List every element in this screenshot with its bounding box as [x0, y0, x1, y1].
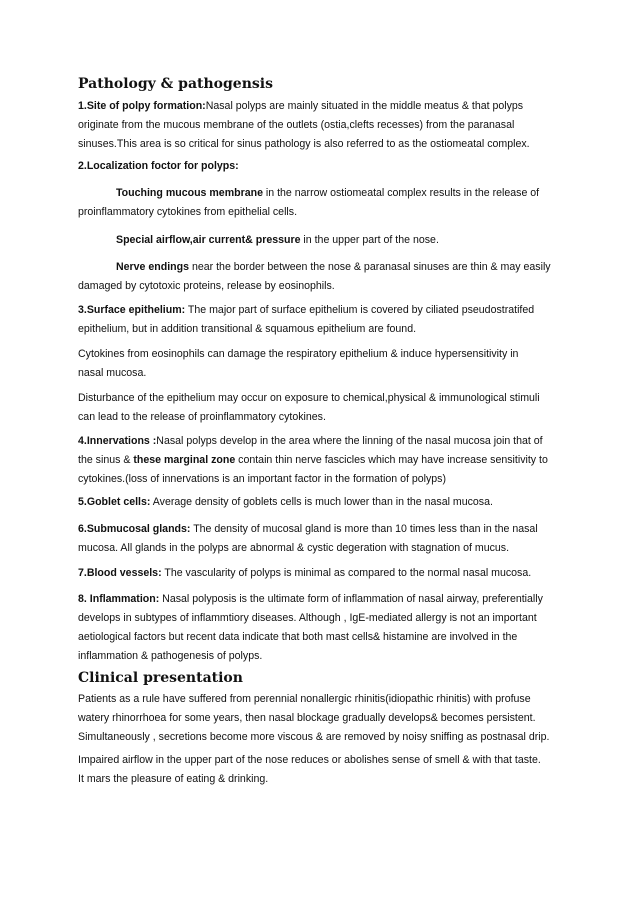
text-line — [78, 301, 564, 320]
text-run: mucosa. All glands in the polyps are abnormal & cystic degeration with stagnation of mucus. — [78, 542, 510, 554]
text-run: in the narrow ostiomeatal complex results in the release of — [262, 187, 540, 199]
text-line — [78, 203, 564, 222]
text-line — [78, 277, 564, 296]
bold-run: these marginal zone — [133, 454, 236, 466]
text-run: contain thin nerve fascicles which may have increase sensitivity to — [235, 454, 548, 466]
text-run: sinuses.This area is so critical for sinus pathology is also referred to as the ostiomeatal complex. — [78, 138, 530, 150]
para-patients-history — [78, 690, 564, 747]
text-line — [78, 628, 564, 647]
bold-run: Nerve endings — [116, 261, 190, 273]
text-run: Average density of goblets cells is much lower than in the nasal mucosa. — [150, 496, 493, 508]
text-line — [78, 647, 564, 666]
text-line — [78, 432, 564, 451]
bold-run: Special airflow,air current& pressure — [116, 234, 301, 246]
text-run: in the upper part of the nose. — [300, 234, 439, 246]
text-run: Impaired airflow in the upper part of the nose reduces or abolishes sense of smell & with that taste. — [78, 754, 541, 766]
section-heading-clinical-presentation: Clinical presentation — [78, 670, 243, 686]
text-line — [78, 520, 564, 539]
bold-run: 8. Inflammation: — [78, 593, 160, 605]
text-line — [78, 408, 564, 427]
text-run: The density of mucosal gland is more than 10 times less than in the nasal — [190, 523, 538, 535]
para-surface-epithelium — [78, 301, 564, 339]
bold-run: 6.Submucosal glands: — [78, 523, 191, 535]
text-run: originate from the mucous membrane of the outlets (ostia,clefts recesses) from the paranasal — [78, 119, 515, 131]
text-line — [78, 770, 564, 789]
text-run: Simultaneously , secretions become more viscous & are removed by noisy sniffing as postnasal drip. — [78, 731, 550, 743]
text-run: watery rhinorrhoea for some years, then nasal blockage gradually develops& becomes persistent. — [78, 712, 536, 724]
text-run: The major part of surface epithelium is covered by ciliated pseudostratifed — [185, 304, 535, 316]
para-inflammation — [78, 590, 564, 666]
text-line — [78, 470, 564, 489]
text-line — [78, 157, 564, 176]
para-site-of-polyp-formation — [78, 97, 564, 154]
para-localization-factor — [78, 157, 564, 176]
text-run: can lead to the release of proinflammatory cytokines. — [78, 411, 326, 423]
para-touching-mucous-membrane — [78, 184, 564, 222]
text-line — [78, 539, 564, 558]
para-impaired-airflow — [78, 751, 564, 789]
text-run: epithelium, but in addition transitional & squamous epithelium are found. — [78, 323, 417, 335]
text-line — [78, 364, 564, 383]
text-line — [78, 590, 564, 609]
text-run: the sinus & — [78, 454, 134, 466]
text-run: develops in subtypes of inflammtiory diseases. Although , IgE-mediated allergy is not an important — [78, 612, 537, 624]
text-run: cytokines.(loss of innervations is an important factor in the formation of polyps) — [78, 473, 447, 485]
text-line — [78, 97, 564, 116]
text-line — [78, 564, 564, 583]
text-line — [78, 389, 564, 408]
text-run: The vascularity of polyps is minimal as compared to the normal nasal mucosa. — [161, 567, 532, 579]
text-run: near the border between the nose & paranasal sinuses are thin & may easily — [189, 261, 551, 273]
section-heading-pathology: Pathology & pathogensis — [78, 76, 273, 92]
text-line — [78, 135, 564, 154]
bold-run: 7.Blood vessels: — [78, 567, 162, 579]
bold-run: 1.Site of polpy formation: — [78, 100, 206, 112]
para-nerve-endings — [78, 258, 564, 296]
para-cytokines-eosinophils — [78, 345, 564, 383]
bold-run: 5.Goblet cells: — [78, 496, 151, 508]
text-run: damaged by cytotoxic proteins, release by eosinophils. — [78, 280, 335, 292]
bold-run: 3.Surface epithelium: — [78, 304, 186, 316]
bold-run: Touching mucous membrane — [116, 187, 263, 199]
text-line — [78, 320, 564, 339]
text-line — [78, 345, 564, 364]
para-goblet-cells — [78, 493, 564, 512]
text-run: Cytokines from eosinophils can damage the respiratory epithelium & induce hypersensitivity in — [78, 348, 519, 360]
text-run: aetiological factors but recent data indicate that both mast cells& histamine are involved in the — [78, 631, 518, 643]
text-line — [78, 184, 564, 203]
text-run: Nasal polyposis is the ultimate form of inflammation of nasal airway, preferentially — [159, 593, 543, 605]
text-run: proinflammatory cytokines from epithelial cells. — [78, 206, 298, 218]
text-line — [78, 709, 564, 728]
text-line — [78, 451, 564, 470]
para-blood-vessels — [78, 564, 564, 583]
para-special-airflow — [78, 231, 564, 250]
text-line — [78, 258, 564, 277]
text-run: nasal mucosa. — [78, 367, 147, 379]
text-run: inflammation & pathogenesis of polyps. — [78, 650, 263, 662]
bold-run: 4.Innervations : — [78, 435, 157, 447]
para-disturbance-epithelium — [78, 389, 564, 427]
para-innervations — [78, 432, 564, 489]
text-run: Disturbance of the epithelium may occur on exposure to chemical,physical & immunological stimuli — [78, 392, 540, 404]
text-run: Nasal polyps develop in the area where the linning of the nasal mucosa join that of — [156, 435, 543, 447]
text-line — [78, 751, 564, 770]
text-line — [78, 493, 564, 512]
text-line — [78, 116, 564, 135]
para-submucosal-glands — [78, 520, 564, 558]
text-line — [78, 690, 564, 709]
bold-run: 2.Localization foctor for polyps: — [78, 160, 239, 172]
text-run: Patients as a rule have suffered from perennial nonallergic rhinitis(idiopathic rhinitis) with profuse — [78, 693, 531, 705]
text-line — [78, 728, 564, 747]
text-line — [78, 609, 564, 628]
text-run: It mars the pleasure of eating & drinking. — [78, 773, 269, 785]
text-run: Nasal polyps are mainly situated in the middle meatus & that polyps — [205, 100, 524, 112]
text-line — [78, 231, 564, 250]
